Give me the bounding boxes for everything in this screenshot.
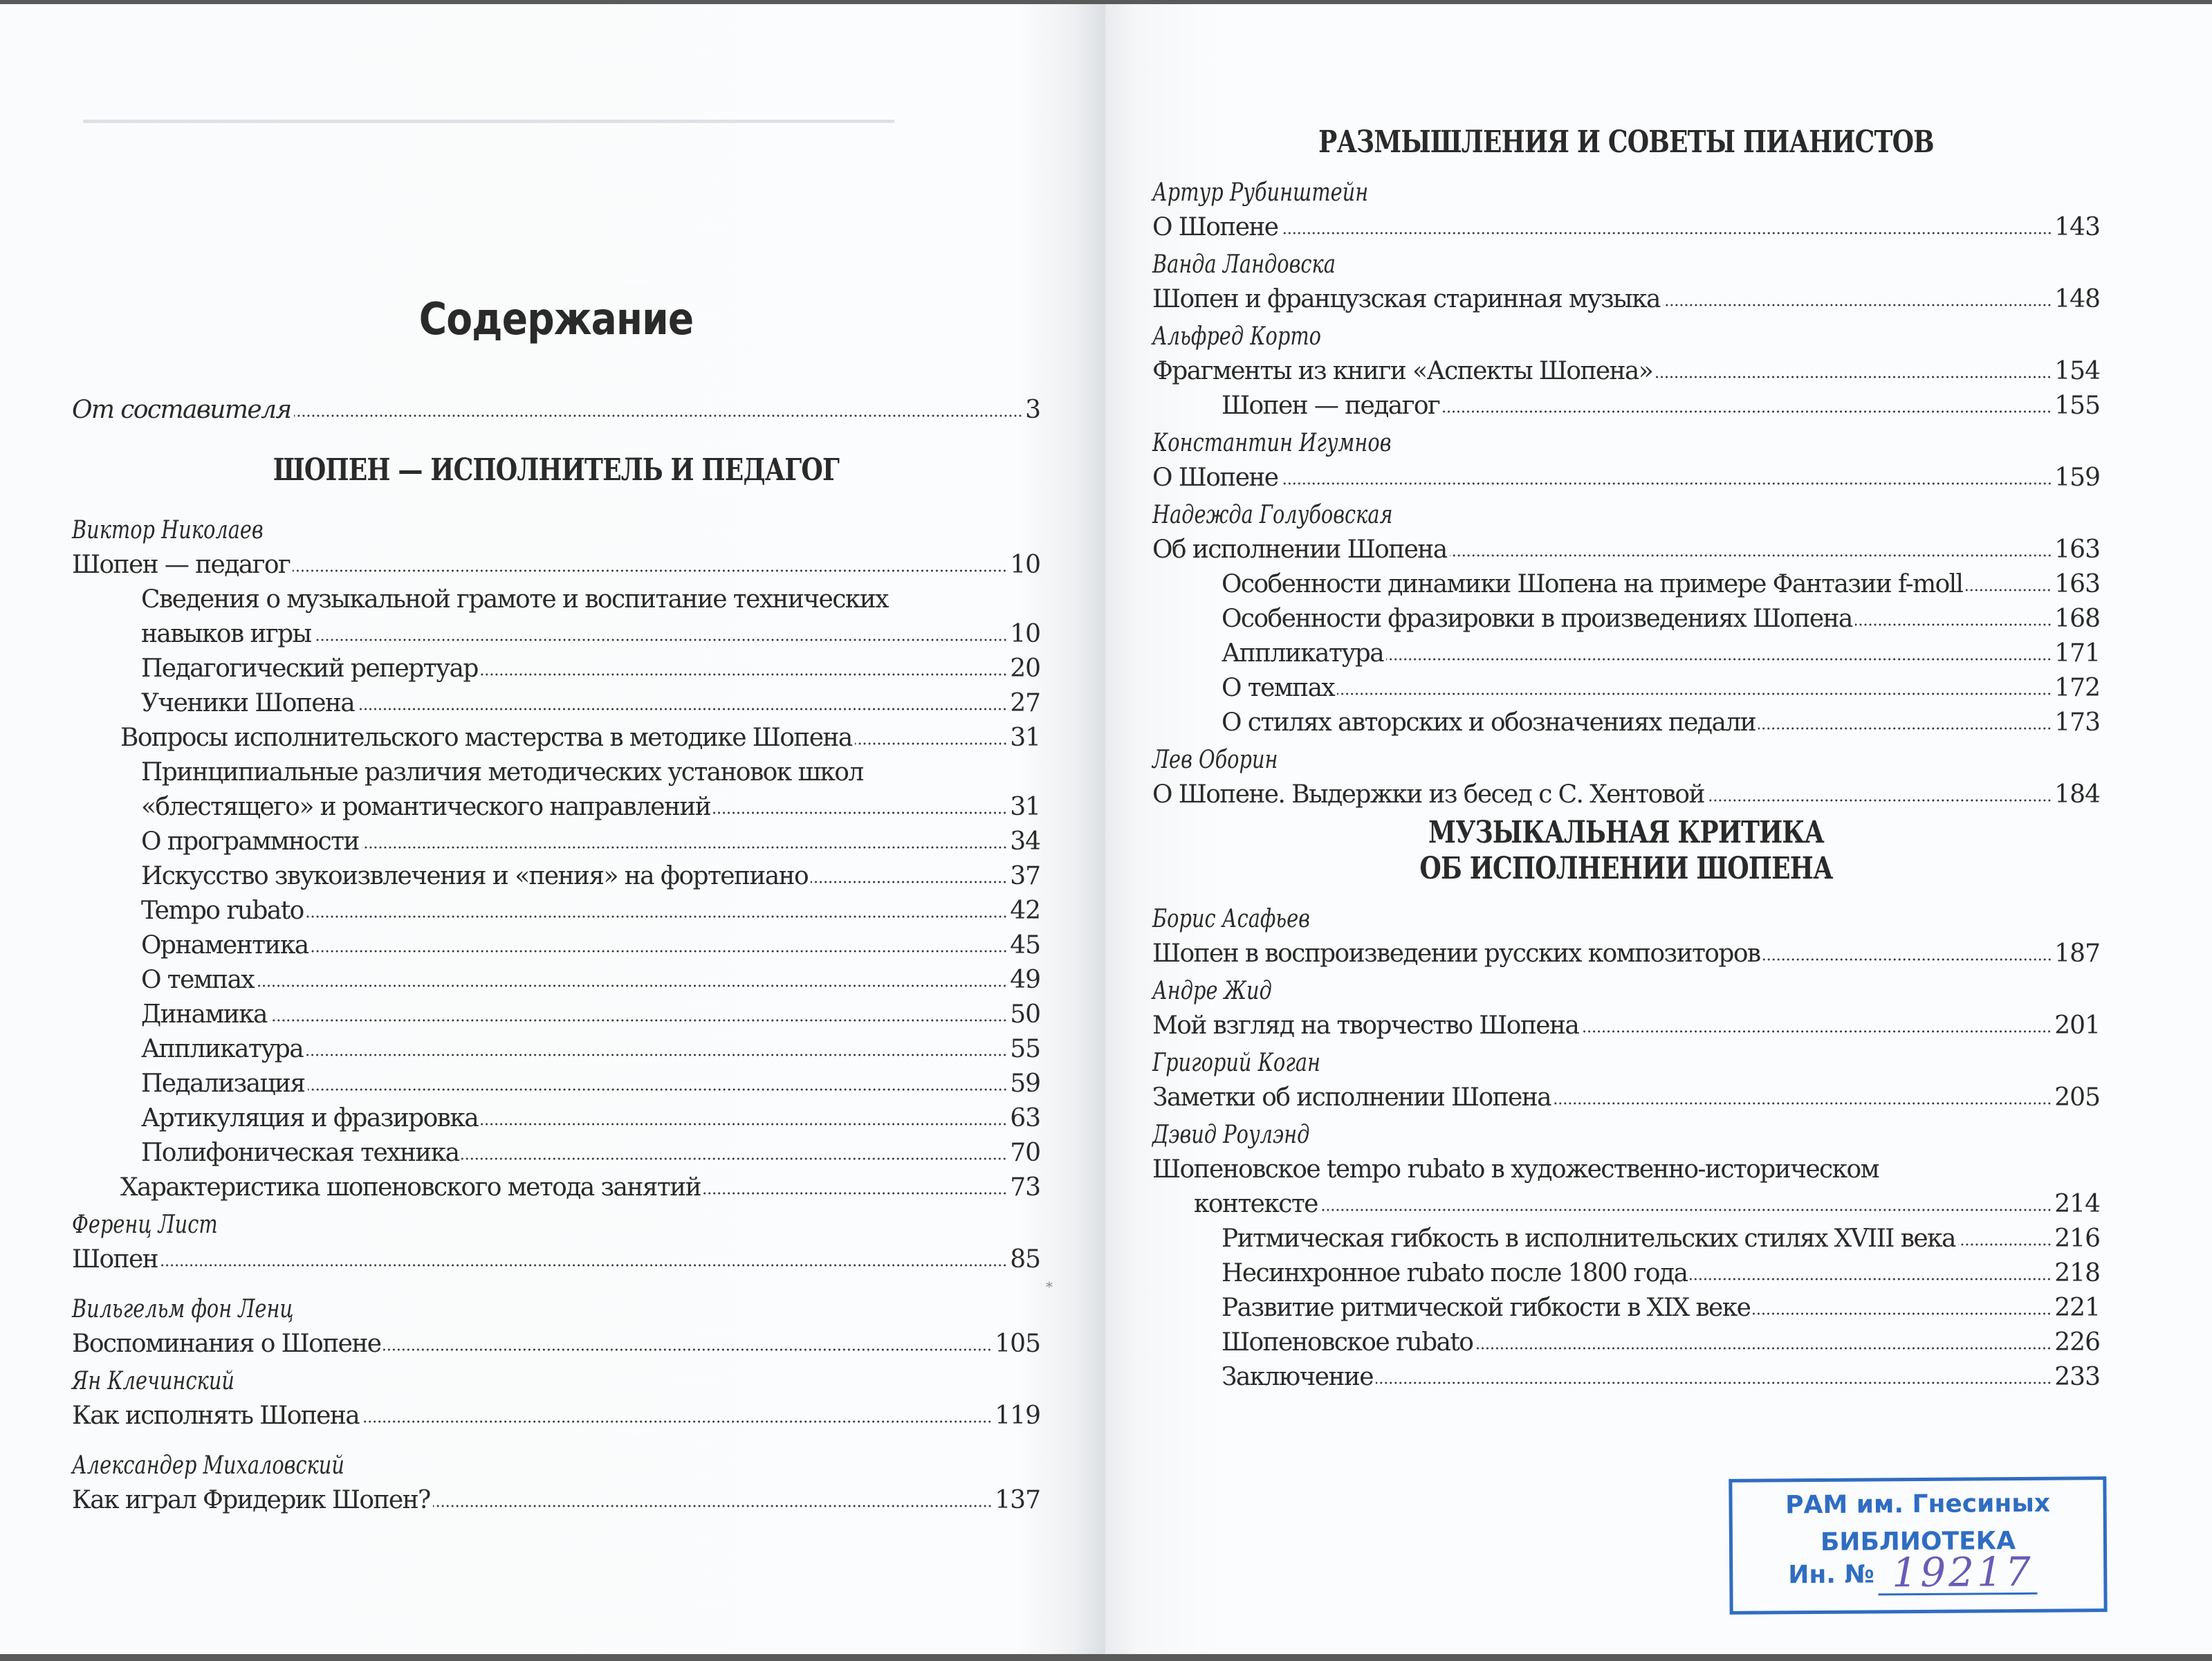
- toc-entry[interactable]: [1152, 937, 2100, 971]
- dot-leader: [306, 915, 1008, 919]
- entry-page: 214: [2054, 1190, 2100, 1218]
- entry-title: О программности: [141, 827, 359, 856]
- entry-title: Шопен — педагог: [72, 551, 291, 579]
- entry-page: 10: [1010, 620, 1040, 648]
- author-name: Григорий Коган: [1152, 1049, 1320, 1077]
- entry-title-line1[interactable]: Шопеновское tempo rubato в художественно-историческом: [1152, 1155, 1879, 1184]
- entry-page: 27: [1010, 689, 1040, 717]
- toc-entry[interactable]: [1152, 354, 2100, 389]
- toc-entry[interactable]: [72, 1067, 1040, 1101]
- toc-entry[interactable]: [72, 998, 1040, 1032]
- toc-entry[interactable]: [72, 1171, 1040, 1205]
- entry-title: Аппликатура: [1222, 639, 1384, 668]
- toc-entry[interactable]: [1152, 1009, 2100, 1043]
- author-name: Вильгельм фон Ленц: [72, 1295, 294, 1323]
- entry-title: Развитие ритмической гибкости в XIX веке: [1222, 1294, 1751, 1322]
- entry-title: От составителя: [72, 396, 291, 424]
- entry-title: Как исполнять Шопена: [72, 1402, 360, 1430]
- dot-leader: [383, 1348, 992, 1352]
- entry-title: Как играл Фридерик Шопен?: [72, 1486, 430, 1514]
- entry-page: 45: [1010, 931, 1040, 960]
- stamp-inventory-number: 19217: [1878, 1551, 2037, 1596]
- toc-entry[interactable]: [1152, 461, 2100, 495]
- entry-page: 218: [2054, 1259, 2100, 1287]
- entry-page: 59: [1010, 1070, 1040, 1098]
- dot-leader: [433, 1504, 993, 1508]
- entry-page: 37: [1010, 862, 1040, 890]
- toc-entry[interactable]: [1152, 636, 2100, 671]
- section-title-part1: ШОПЕН — ИСПОЛНИТЕЛЬ И ПЕДАГОГ: [273, 452, 840, 488]
- entry-page: 31: [1010, 724, 1040, 752]
- dot-leader: [357, 707, 1007, 711]
- entry-title: навыков игры: [141, 620, 311, 648]
- entry-page: 168: [2054, 605, 2100, 633]
- dot-leader: [1281, 481, 2052, 486]
- toc-entry[interactable]: [1152, 1325, 2100, 1360]
- entry-title-line1[interactable]: Принципиальные различия методических установок школ: [141, 758, 863, 787]
- stamp-inventory-label: Ин. №: [1788, 1560, 1874, 1590]
- entry-page: 85: [1010, 1245, 1040, 1274]
- toc-entry[interactable]: [1152, 1222, 2100, 1256]
- dot-leader: [811, 880, 1007, 884]
- toc-entry[interactable]: [1152, 1291, 2100, 1325]
- toc-entry[interactable]: [1152, 706, 2100, 740]
- author-name: Лев Оборин: [1152, 746, 1278, 774]
- dot-leader: [1475, 1346, 2052, 1350]
- entry-title: О стилях авторских и обозначениях педали: [1222, 708, 1756, 737]
- toc-entry[interactable]: [1152, 389, 2100, 423]
- scan-speck: *: [1046, 1278, 1053, 1295]
- entry-page: 105: [995, 1330, 1040, 1358]
- entry-title: Шопен — педагог: [1222, 392, 1440, 420]
- stamp-institution: РАМ им. Гнесиных: [1785, 1489, 2051, 1520]
- entry-title: О Шопене: [1152, 464, 1278, 492]
- entry-page: 172: [2054, 674, 2100, 702]
- dot-leader: [306, 1053, 1007, 1057]
- bleed-through-text: ━━━━━━━━━━━━━━━━━━━━━━━━━━━━━━━━━━━━━━━━━━━━━━━━━━━━━━━━━━━━━━━━━━━━━━━━━━: [83, 111, 895, 132]
- toc-entry[interactable]: [72, 894, 1040, 928]
- entry-title: Динамика: [141, 1000, 267, 1029]
- page-title: Содержание: [418, 294, 694, 345]
- entry-page: 184: [2054, 780, 2100, 809]
- toc-entry[interactable]: [1152, 1081, 2100, 1115]
- entry-page: 63: [1010, 1104, 1040, 1132]
- entry-title: Характеристика шопеновского метода занятий: [120, 1173, 701, 1202]
- dot-leader: [314, 638, 1008, 642]
- dot-leader: [294, 414, 1022, 418]
- section-title-part3-line2: ОБ ИСПОЛНЕНИИ ШОПЕНА: [1419, 851, 1833, 886]
- entry-page: 187: [2054, 939, 2100, 968]
- dot-leader: [311, 949, 1008, 953]
- author-name: Альфред Корто: [1152, 322, 1321, 351]
- entry-title: Шопен: [72, 1245, 158, 1274]
- dot-leader: [362, 845, 1007, 850]
- entry-title: Об исполнении Шопена: [1152, 535, 1447, 564]
- entry-title: Полифоническая техника: [141, 1139, 459, 1167]
- toc-entry[interactable]: [1152, 602, 2100, 636]
- entry-page: 233: [2054, 1363, 2100, 1391]
- entry-page: 119: [995, 1402, 1040, 1430]
- entry-page: 31: [1010, 793, 1040, 821]
- toc-entry[interactable]: [72, 859, 1040, 894]
- entry-title: Особенности динамики Шопена на примере Фантазии f-moll: [1222, 570, 1963, 598]
- entry-page: 163: [2054, 570, 2100, 598]
- entry-page: 148: [2054, 285, 2100, 313]
- section-title-part3-line1: МУЗЫКАЛЬНАЯ КРИТИКА: [1428, 815, 1824, 850]
- dot-leader: [1376, 1381, 2052, 1385]
- entry-page: 42: [1010, 897, 1040, 925]
- library-stamp: [1729, 1476, 2107, 1615]
- dot-leader: [461, 1157, 1007, 1161]
- dot-leader: [1707, 798, 2052, 802]
- entry-page: 73: [1010, 1173, 1040, 1202]
- author-name: Артур Рубинштейн: [1152, 178, 1369, 207]
- toc-entry[interactable]: [72, 1327, 1040, 1361]
- entry-page: 49: [1010, 966, 1040, 994]
- entry-page: 163: [2054, 535, 2100, 564]
- entry-title: Педализация: [141, 1070, 305, 1098]
- entry-page: 154: [2054, 357, 2100, 385]
- toc-entry[interactable]: [1152, 210, 2100, 245]
- entry-page: 10: [1010, 551, 1040, 579]
- dot-leader: [308, 1088, 1008, 1092]
- entry-title: Шопен в воспроизведении русских композиторов: [1152, 939, 1760, 968]
- toc-entry[interactable]: [1152, 533, 2100, 567]
- toc-entry[interactable]: [72, 1399, 1040, 1433]
- toc-entry[interactable]: [72, 1136, 1040, 1171]
- dot-leader: [1763, 957, 2052, 962]
- dot-leader: [1958, 1242, 2052, 1247]
- entry-title: О темпах: [141, 966, 255, 994]
- entry-page: 143: [2054, 213, 2100, 241]
- author-name: Ванда Ландовска: [1152, 250, 1336, 279]
- entry-page: 50: [1010, 1000, 1040, 1029]
- entry-title: Шопен и французская старинная музыка: [1152, 285, 1660, 313]
- dot-leader: [1690, 1277, 2052, 1281]
- entry-page: 205: [2054, 1083, 2100, 1112]
- author-name: Ференц Лист: [72, 1211, 218, 1239]
- entry-page: 159: [2054, 464, 2100, 492]
- toc-entry[interactable]: [72, 721, 1040, 755]
- toc-entry[interactable]: [72, 825, 1040, 859]
- dot-leader: [1581, 1029, 2052, 1034]
- entry-page: 20: [1010, 654, 1040, 683]
- dot-leader: [160, 1263, 1007, 1267]
- toc-entry[interactable]: [1152, 1360, 2100, 1395]
- dot-leader: [1337, 692, 2052, 696]
- entry-title: Мой взгляд на творчество Шопена: [1152, 1011, 1579, 1040]
- dot-leader: [293, 569, 1007, 573]
- entry-page: 221: [2054, 1294, 2100, 1322]
- toc-entry[interactable]: [72, 1242, 1040, 1277]
- toc-entry[interactable]: [72, 928, 1040, 963]
- author-name: Виктор Николаев: [72, 516, 264, 544]
- entry-title: Tempo rubato: [141, 897, 304, 925]
- entry-title: Несинхронное rubato после 1800 года: [1222, 1259, 1688, 1287]
- entry-page: 226: [2054, 1328, 2100, 1357]
- entry-page: 3: [1025, 396, 1040, 424]
- toc-entry[interactable]: [72, 790, 1040, 825]
- dot-leader: [1450, 553, 2052, 558]
- toc-entry[interactable]: [72, 686, 1040, 721]
- dot-leader: [257, 984, 1007, 988]
- entry-page: 216: [2054, 1224, 2100, 1253]
- author-name: Андре Жид: [1152, 977, 1272, 1005]
- entry-page: 70: [1010, 1139, 1040, 1167]
- dot-leader: [1855, 623, 2052, 627]
- author-name: Константин Игумнов: [1152, 429, 1392, 457]
- dot-leader: [703, 1191, 1007, 1195]
- author-name: Александер Михаловский: [72, 1451, 344, 1480]
- entry-title: Искусство звукоизвлечения и «пения» на фортепиано: [141, 862, 809, 890]
- author-name: Борис Асафьев: [1152, 905, 1310, 933]
- toc-entry[interactable]: [1152, 671, 2100, 706]
- stamp-inventory-row: [1733, 1548, 2103, 1597]
- entry-page: 34: [1010, 827, 1040, 856]
- toc-left-column: [72, 271, 1040, 1518]
- entry-title: Заметки об исполнении Шопена: [1152, 1083, 1551, 1112]
- dot-leader: [713, 811, 1007, 815]
- dot-leader: [1442, 410, 2052, 414]
- toc-entry[interactable]: [72, 652, 1040, 686]
- dot-leader: [1320, 1208, 2052, 1212]
- entry-page: 171: [2054, 639, 2100, 668]
- dot-leader: [481, 1122, 1007, 1126]
- entry-page: 137: [995, 1486, 1040, 1514]
- entry-title: Заключение: [1222, 1363, 1374, 1391]
- dot-leader: [1655, 375, 2052, 379]
- entry-title: Ученики Шопена: [141, 689, 355, 717]
- toc-entry[interactable]: [1152, 778, 2100, 812]
- toc-entry[interactable]: [72, 548, 1040, 582]
- toc-entry[interactable]: [1152, 1256, 2100, 1291]
- entry-title: контексте: [1194, 1190, 1318, 1218]
- dot-leader: [855, 742, 1008, 746]
- entry-title: Шопеновское rubato: [1222, 1328, 1473, 1357]
- dot-leader: [1386, 657, 2052, 661]
- entry-page: 201: [2054, 1011, 2100, 1040]
- entry-title: Особенности фразировки в произведениях Шопена: [1222, 605, 1852, 633]
- toc-entry[interactable]: [1152, 567, 2100, 602]
- author-name: Ян Клечинский: [72, 1367, 234, 1395]
- dot-leader: [481, 672, 1007, 677]
- entry-title: Ритмическая гибкость в исполнительских стилях XVIII века: [1222, 1224, 1955, 1253]
- author-name: Дэвид Роулэнд: [1152, 1121, 1310, 1149]
- toc-entry[interactable]: [72, 963, 1040, 998]
- entry-page: 55: [1010, 1035, 1040, 1063]
- stamp-library-label: БИБЛИОТЕКА: [1820, 1527, 2016, 1557]
- entry-title: Фрагменты из книги «Аспекты Шопена»: [1152, 357, 1653, 385]
- toc-entry[interactable]: [72, 1101, 1040, 1136]
- entry-title-line1[interactable]: Сведения о музыкальной грамоте и воспитание технических: [141, 585, 888, 614]
- dot-leader: [1758, 726, 2052, 731]
- dot-leader: [362, 1420, 992, 1424]
- dot-leader: [1554, 1101, 2052, 1105]
- entry-title: Аппликатура: [141, 1035, 304, 1063]
- entry-title: О темпах: [1222, 674, 1335, 702]
- entry-title: Педагогический репертуар: [141, 654, 478, 683]
- entry-title: Воспоминания о Шопене: [72, 1330, 381, 1358]
- toc-entry[interactable]: [1152, 1187, 2100, 1222]
- toc-entry-preface[interactable]: [72, 393, 1040, 428]
- dot-leader: [270, 1018, 1007, 1022]
- toc-entry[interactable]: [1152, 282, 2100, 317]
- entry-title: Вопросы исполнительского мастерства в методике Шопена: [120, 724, 852, 752]
- toc-entry[interactable]: [72, 617, 1040, 652]
- entry-page: 155: [2054, 392, 2100, 420]
- entry-title: О Шопене: [1152, 213, 1278, 241]
- author-name: Надежда Голубовская: [1152, 501, 1393, 529]
- toc-entry[interactable]: [72, 1032, 1040, 1067]
- section-title-part2: РАЗМЫШЛЕНИЯ И СОВЕТЫ ПИАНИСТОВ: [1318, 125, 1934, 160]
- entry-title: О Шопене. Выдержки из бесед с С. Хентовой: [1152, 780, 1704, 809]
- dot-leader: [1753, 1312, 2052, 1316]
- entry-page: 173: [2054, 708, 2100, 737]
- entry-title: Орнаментика: [141, 931, 308, 960]
- entry-title: Артикуляция и фразировка: [141, 1104, 479, 1132]
- entry-title: «блестящего» и романтического направлений: [141, 793, 711, 821]
- dot-leader: [1965, 588, 2052, 592]
- dot-leader: [1663, 303, 2052, 307]
- dot-leader: [1281, 231, 2052, 235]
- toc-entry[interactable]: [72, 1483, 1040, 1518]
- toc-right-column: [1152, 125, 2100, 1395]
